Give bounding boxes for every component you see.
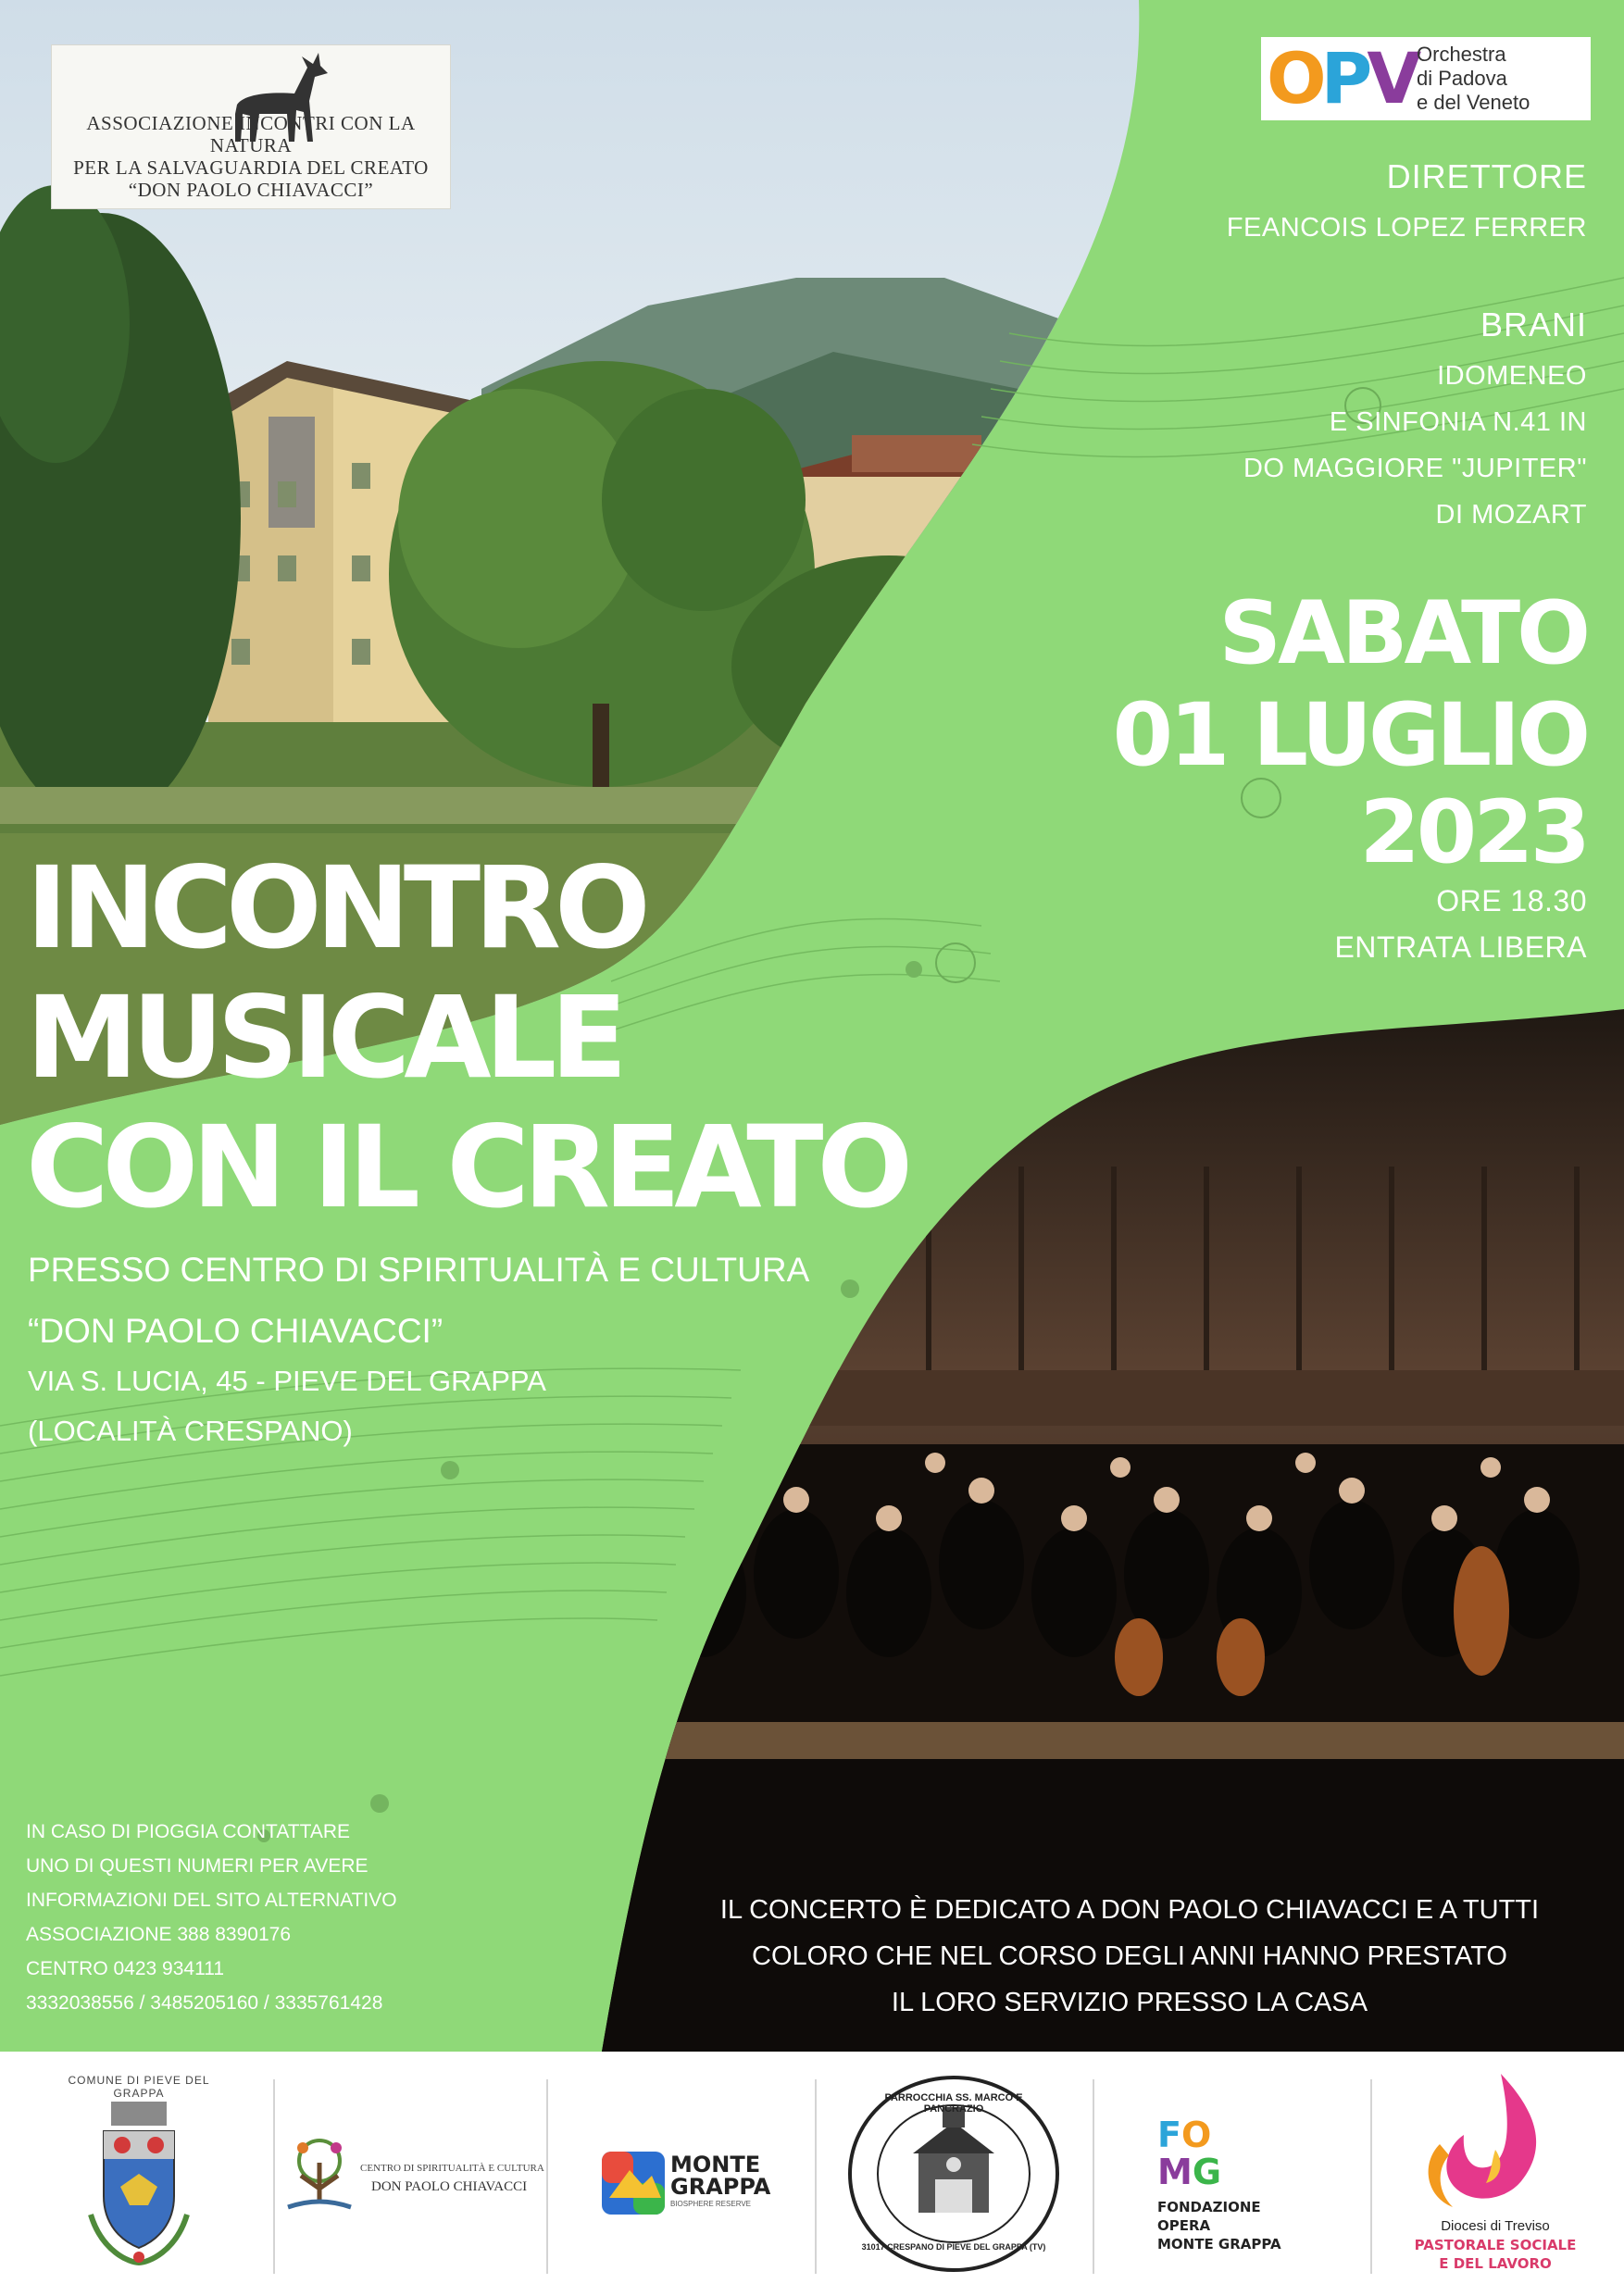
tree-people-icon [282,2135,356,2218]
decor-dot [906,961,922,978]
decor-dot [441,1461,459,1479]
dedication-line-3: IL LORO SERVIZIO PRESSO LA CASA [891,1988,1368,2017]
opv-logo [1261,37,1591,120]
rain-line-4: ASSOCIAZIONE 388 8390176 [26,1924,291,1945]
sponsor-footer [0,2052,1624,2296]
parish-arc-text: PARROCCHIA SS. MARCO E PANCRAZIO [884,2092,1023,2115]
venue-line-4: (LOCALITÀ CRESPANO) [28,1415,353,1447]
footer-divider [546,2079,548,2274]
association-line-2: PER LA SALVAGUARDIA DEL CREATO [73,156,429,179]
association-logo [51,44,451,209]
event-time: ORE 18.30 [1436,884,1587,917]
monte-grappa-logo [602,2070,787,2278]
event-date: 01 LUGLIO [1112,685,1587,786]
association-line-3: “DON PAOLO CHIAVACCI” [128,179,374,201]
decor-dot [841,1279,859,1298]
title-line-1: INCONTRO [26,842,644,974]
diocesi-line-2: PASTORALE SOCIALE [1414,2237,1577,2253]
opv-letters: OPV [1267,37,1417,119]
rain-line-6: 3332038556 / 3485205160 / 3335761428 [26,1992,383,2014]
rain-notice [26,1815,397,2020]
comune-logo [56,2070,222,2278]
flame-icon [1412,2070,1560,2215]
director-name: FEANCOIS LOPEZ FERRER [1226,213,1587,243]
fondazione-line-1: FONDAZIONE [1157,2199,1261,2215]
opv-line-3: e del Veneto [1417,91,1530,114]
diocesi-line-1: Diocesi di Treviso [1441,2218,1550,2234]
fondazione-line-3: MONTE GRAPPA [1157,2236,1281,2252]
dedication [667,1887,1593,2026]
title-line-3: CON IL CREATO [26,1102,907,1233]
footer-divider [1370,2079,1372,2274]
director-label: DIRETTORE [1386,157,1587,195]
monte-grappa-line-2: GRAPPA [670,2174,771,2200]
venue-line-3: VIA S. LUCIA, 45 - PIEVE DEL GRAPPA [28,1365,546,1397]
centro-line-1: CENTRO DI SPIRITUALITÀ E CULTURA [360,2163,544,2174]
rain-line-2: UNO DI QUESTI NUMERI PER AVERE [26,1855,369,1877]
centro-line-2: DON PAOLO CHIAVACCI [371,2179,528,2194]
monte-grappa-sub: BIOSPHERE RESERVE [670,2200,751,2208]
parish-seal [824,2070,1083,2278]
rain-line-5: CENTRO 0423 934111 [26,1958,225,1979]
decor-dot [370,1794,389,1813]
rain-line-1: IN CASO DI PIOGGIA CONTATTARE [26,1821,351,1842]
venue-line-1: PRESSO CENTRO DI SPIRITUALITÀ E CULTURA [28,1251,810,1289]
rain-line-3: INFORMAZIONI DEL SITO ALTERNATIVO [26,1890,397,1911]
piece-line-4: DI MOZART [1435,500,1587,530]
diocesi-line-3: E DEL LAVORO [1439,2255,1552,2272]
event-year: 2023 [1359,782,1587,883]
decor-ring [935,942,976,983]
piece-line-1: IDOMENEO [1437,361,1587,391]
dedication-line-2: COLORO CHE NEL CORSO DEGLI ANNI HANNO PRESTATO [752,1941,1507,1971]
comune-label: COMUNE DI PIEVE DEL GRAPPA [68,2074,210,2100]
dedication-line-1: IL CONCERTO È DEDICATO A DON PAOLO CHIAVACCI E A TUTTI [719,1895,1540,1925]
fondazione-line-2: OPERA [1157,2217,1211,2234]
parish-bottom-text: 31017 CRESPANO DI PIEVE DEL GRAPPA (TV) [861,2242,1046,2252]
fondazione-mark: FO MG [1157,2115,1222,2192]
venue-line-2: “DON PAOLO CHIAVACCI” [28,1312,443,1350]
opv-line-1: Orchestra [1417,43,1506,66]
footer-divider [1093,2079,1094,2274]
centro-logo [282,2070,546,2278]
piece-line-3: DO MAGGIORE "JUPITER" [1243,454,1587,483]
opv-line-2: di Padova [1417,67,1507,90]
diocesi-logo [1393,2070,1597,2278]
monte-grappa-line-1: MONTE [670,2152,761,2177]
coat-of-arms-icon [74,2094,204,2270]
piece-line-2: E SINFONIA N.41 IN [1329,407,1587,437]
event-entry: ENTRATA LIBERA [1334,930,1587,964]
association-line-1: ASSOCIAZIONE INCONTRI CON LA NATURA [86,112,416,156]
pieces-label: BRANI [1480,306,1587,343]
fondazione-logo [1157,2070,1343,2278]
footer-divider [273,2079,275,2274]
footer-divider [815,2079,817,2274]
event-day: SABATO [1218,583,1587,684]
title-line-2: MUSICALE [26,972,621,1104]
mountain-mosaic-icon [602,2152,665,2215]
fondazione-text [1157,2198,1281,2253]
